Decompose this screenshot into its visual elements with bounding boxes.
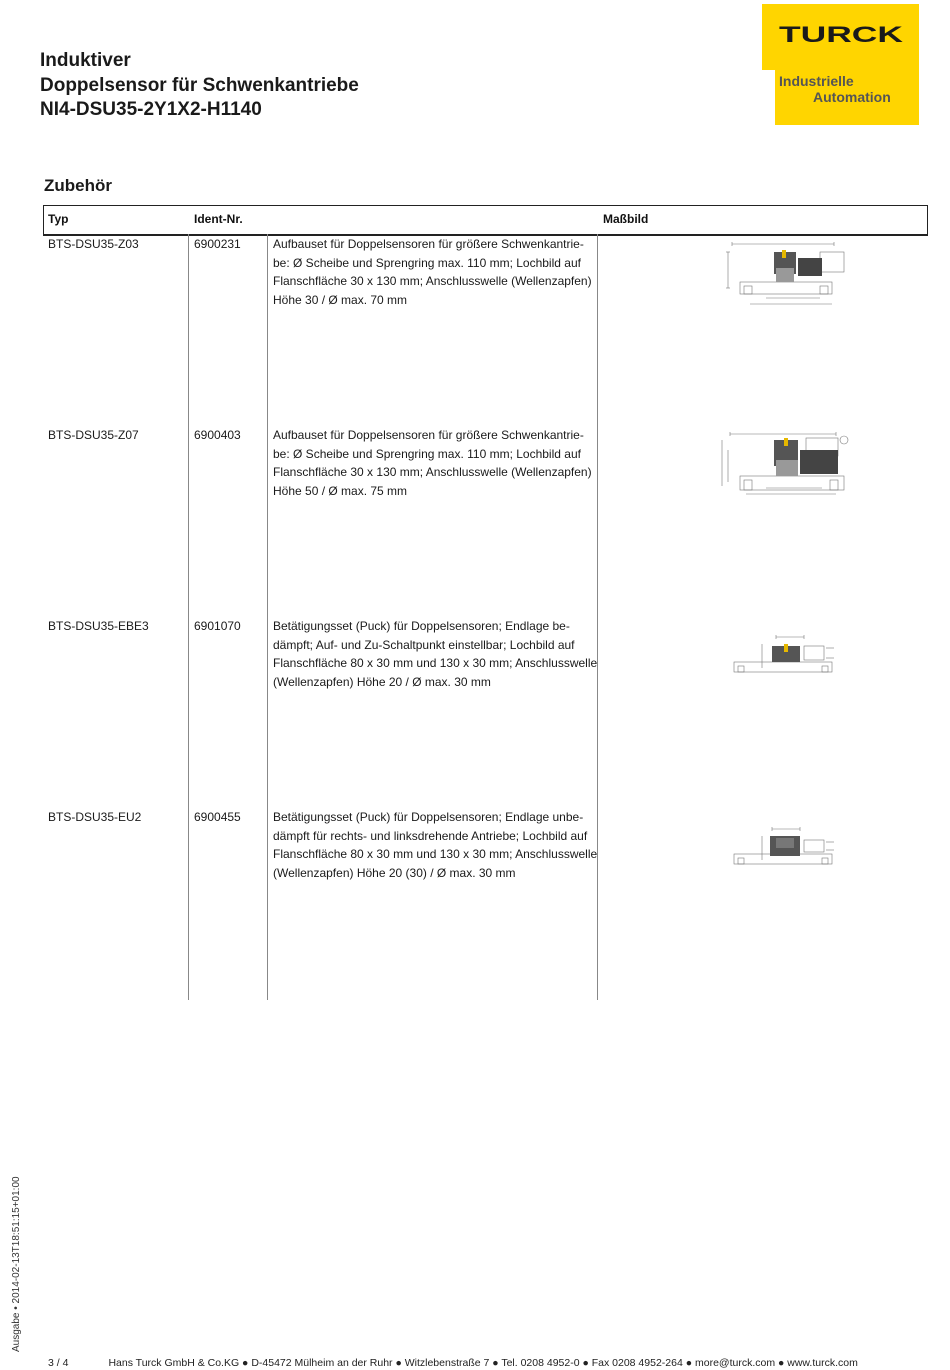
cell-description <box>273 617 598 692</box>
description-line: Betätigungsset (Puck) für Doppelsensoren; Endlage be- <box>273 619 570 633</box>
logo-subtitle-line2: Automation <box>813 89 891 105</box>
logo-subtitle <box>779 73 891 105</box>
header-drawing: Maßbild <box>603 212 649 226</box>
logo-yellow-block <box>762 4 919 125</box>
description-line: Aufbauset für Doppelsensoren für größere Schwenkantrie- <box>273 237 584 251</box>
cell-typ: BTS-DSU35-EU2 <box>48 810 142 824</box>
dimension-drawing-icon <box>732 634 836 678</box>
section-title: Zubehör <box>44 176 112 195</box>
dimension-drawing-icon <box>718 430 858 498</box>
footer-contact: Hans Turck GmbH & Co.KG ● D-45472 Mülheim an der Ruhr ● Witzlebenstraße 7 ● Tel. 0208 4952-0 ● Fax 0208 4952-264 ● more@turck.com ● www.turck.com <box>108 1357 858 1369</box>
cell-ident: 6900403 <box>194 428 241 442</box>
description-line: Aufbauset für Doppelsensoren für größere Schwenkantrie- <box>273 428 584 442</box>
logo-white-notch <box>762 70 775 125</box>
page-number: 3 / 4 <box>48 1357 69 1369</box>
cell-ident: 6900455 <box>194 810 241 824</box>
description-line: dämpft; Auf- und Zu-Schaltpunkt einstellbar; Lochbild auf <box>273 637 575 652</box>
description-line: dämpft für rechts- und linksdrehende Antriebe; Lochbild auf <box>273 828 588 843</box>
product-title <box>40 49 359 123</box>
turck-wordmark <box>778 24 904 46</box>
logo-wordmark-text: TURCK <box>779 24 904 46</box>
dimension-drawing-icon <box>724 240 850 308</box>
header-ident: Ident-Nr. <box>194 212 243 226</box>
description-line: Flanschfläche 30 x 130 mm; Anschlusswelle (Wellenzapfen) <box>273 465 592 480</box>
description-line: (Wellenzapfen) Höhe 20 (30) / Ø max. 30 mm <box>273 866 516 881</box>
description-line: Betätigungsset (Puck) für Doppelsensoren; Endlage unbe- <box>273 810 584 824</box>
description-line: Flanschfläche 30 x 130 mm; Anschlusswelle (Wellenzapfen) <box>273 274 592 289</box>
cell-typ: BTS-DSU35-Z07 <box>48 428 139 442</box>
description-line: be: Ø Scheibe und Sprengring max. 110 mm; Lochbild auf <box>273 255 581 270</box>
header-typ: Typ <box>48 212 69 226</box>
product-title-line: Induktiver <box>40 50 131 71</box>
cell-description <box>273 808 598 883</box>
edition-stamp: Ausgabe • 2014-02-13T18:51:15+01:00 <box>11 1176 22 1352</box>
product-title-line: NI4-DSU35-2Y1X2-H1140 <box>40 99 262 120</box>
table-header <box>43 205 928 236</box>
description-line: (Wellenzapfen) Höhe 20 / Ø max. 30 mm <box>273 675 491 690</box>
cell-typ: BTS-DSU35-EBE3 <box>48 619 149 633</box>
description-line: Höhe 50 / Ø max. 75 mm <box>273 484 408 499</box>
cell-description <box>273 235 598 310</box>
column-divider <box>188 234 189 1000</box>
cell-ident: 6900231 <box>194 237 241 251</box>
cell-typ: BTS-DSU35-Z03 <box>48 237 139 251</box>
cell-ident: 6901070 <box>194 619 241 633</box>
description-line: Flanschfläche 80 x 30 mm und 130 x 30 mm; Anschlusswelle <box>273 847 598 862</box>
cell-description <box>273 426 598 501</box>
description-line: be: Ø Scheibe und Sprengring max. 110 mm; Lochbild auf <box>273 446 581 461</box>
page-footer <box>48 1357 858 1369</box>
turck-logo <box>762 4 919 125</box>
dimension-drawing-icon <box>732 826 836 870</box>
description-line: Flanschfläche 80 x 30 mm und 130 x 30 mm; Anschlusswelle <box>273 656 598 671</box>
column-divider <box>267 234 268 1000</box>
product-title-line: Doppelsensor für Schwenkantriebe <box>40 74 359 96</box>
description-line: Höhe 30 / Ø max. 70 mm <box>273 293 408 308</box>
logo-subtitle-line1: Industrielle <box>779 73 854 89</box>
